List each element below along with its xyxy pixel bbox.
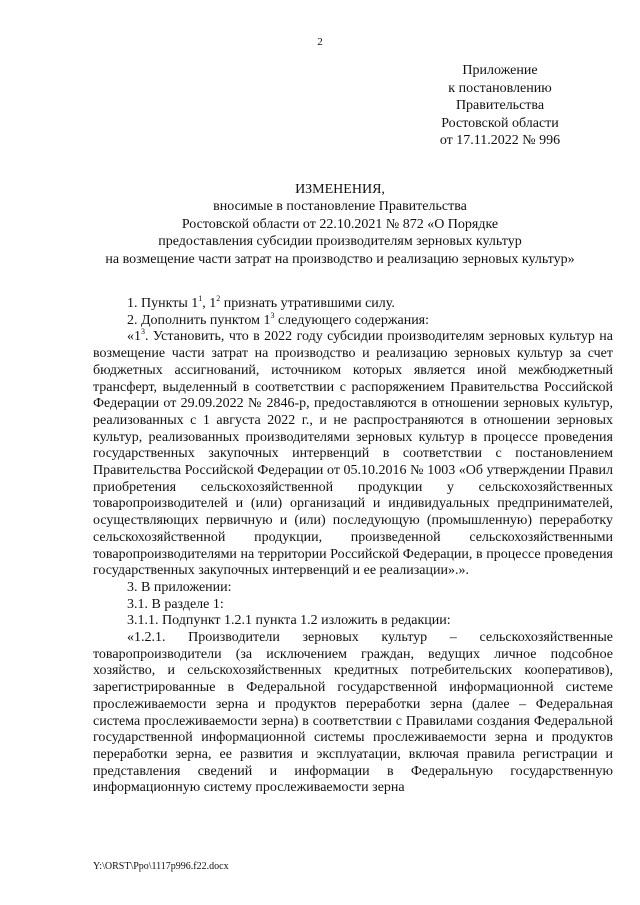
paragraph-item-5: 3.1. В разделе 1: xyxy=(127,596,224,612)
page-number: 2 xyxy=(317,36,323,48)
appendix-line: Правительства xyxy=(455,98,545,113)
heading-line: на возмещение части затрат на производство и реализацию зерновых культур» xyxy=(105,251,575,267)
paragraph-item-7: «1.2.1. Производители зерновых культур – сельскохозяйственные товаропроизводители (за исключением граждан, ведущих личное подсобное хозяйство, и сельскохозяйственных кредитных потребительских кооперативов), зарегистрированные в Федеральной государственной информационной системе прослеживаемости зерна и продуктов переработки зерна (далее – Федеральная система прослеживаемости зерна) в соответствии с Правилами создания Федеральной государственной информационной системы прослеживаемости зерна и продуктов переработки зерна, ее развития и эксплуатации, включая правила регистрации и представления сведений и информации в Федеральную государственную информационную систему прослеживаемости зерна xyxy=(93,630,613,796)
file-path-footer: Y:\ORST\Ppo\1117p996.f22.docx xyxy=(93,861,229,872)
heading-line: вносимые в постановление Правительства xyxy=(213,199,467,215)
appendix-line: Приложение xyxy=(462,63,538,78)
heading-title: ИЗМЕНЕНИЯ, xyxy=(295,182,385,197)
document-heading xyxy=(60,181,620,268)
paragraph-item-1: 1. Пункты $1^1$, $1^2$ признать утратившими силу. xyxy=(127,294,395,311)
paragraph-item-4: 3. В приложении: xyxy=(127,579,232,595)
appendix-line: к постановлению xyxy=(448,80,552,96)
appendix-block xyxy=(400,62,600,150)
heading-line: предоставления субсидии производителям зерновых культур xyxy=(158,234,522,250)
appendix-line: Ростовской области xyxy=(441,115,559,131)
appendix-line: от 17.11.2022 № 996 xyxy=(439,133,561,148)
document-body xyxy=(93,296,613,797)
paragraph-item-2: 2. Дополнить пунктом $1^3$ следующего содержания: xyxy=(127,310,430,328)
paragraph-item-6: 3.1.1. Подпункт 1.2.1 пункта 1.2 изложить в редакции: xyxy=(127,613,451,629)
paragraph-item-3: «$1^3$. Установить, что в 2022 году субсидии производителям зерновых культур на возмещение части затрат на производство и реализацию зерновых культур за счет бюджетных ассигнований, источником которых является иной межбюджетный трансферт, выделенный в соответствии с распоряжением Правительства Российской Федерации от 29.09.2022 № 2846-р, предоставляются в отношении зерновых культур, реализованных с 1 августа 2022 г., и не распространяются в отношении зерновых культур, реализованных производителями зерновых культур в процессе проведения государственных закупочных интервенций в соответствии с постановлением Правительства Российской Федерации от 05.10.2016 № 1003 «Об утверждении Правил приобретения сельскохозяйственной продукции у сельскохозяйственных товаропроизводителей и (или) организаций и индивидуальных предпринимателей, осуществляющих первичную и (или) последующую (промышленную) переработку сельскохозяйственной продукции, произведенной сельскохозяйственными товаропроизводителями на территории Российской Федерации, в процессе проведения государственных закупочных интервенций и ее реализации».». xyxy=(93,327,613,579)
heading-line: Ростовской области от 22.10.2021 № 872 «О Порядке xyxy=(181,216,499,232)
